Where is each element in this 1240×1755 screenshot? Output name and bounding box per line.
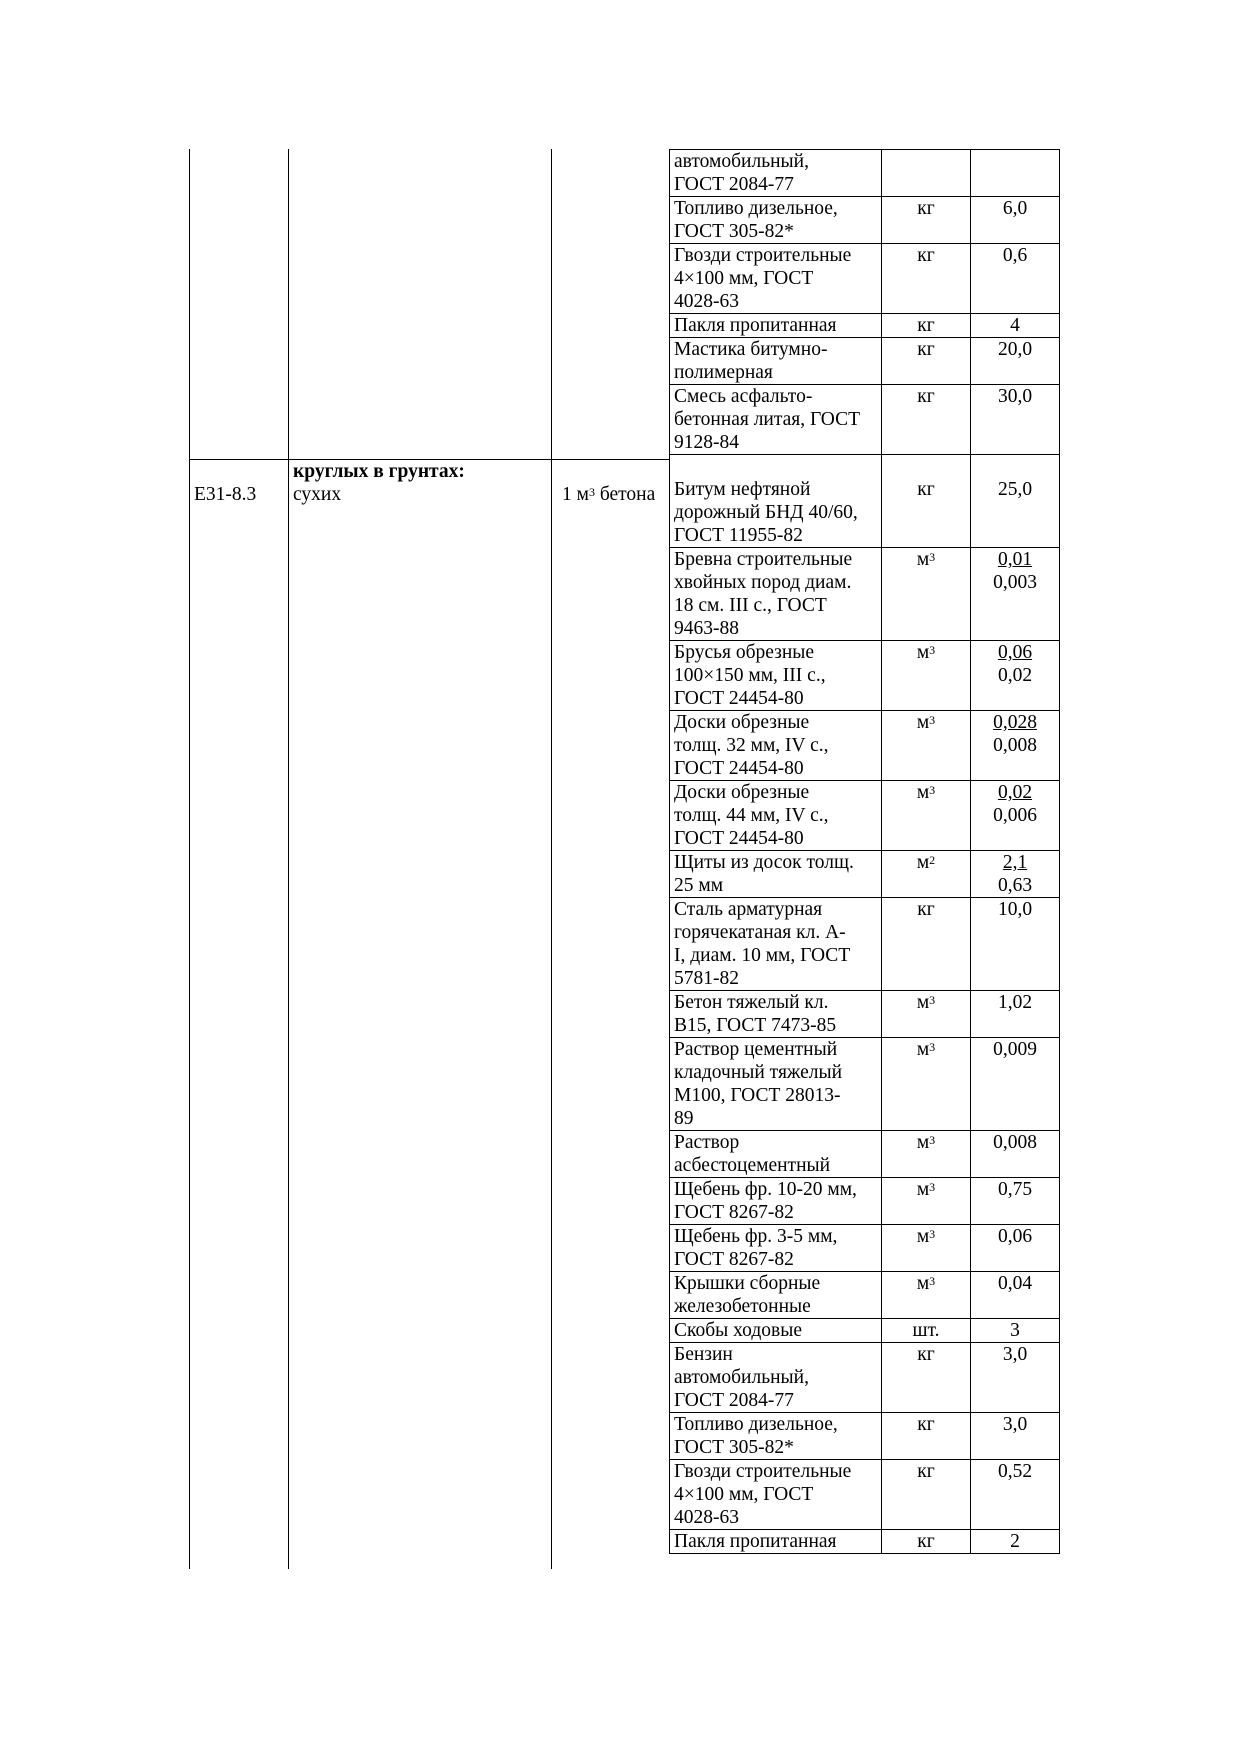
- item-code: Е31-8.3: [194, 484, 257, 505]
- material-name: [670, 385, 882, 455]
- material-name: [670, 1413, 882, 1460]
- material-quantity: [971, 898, 1060, 991]
- material-unit: [882, 1178, 971, 1225]
- quantity-value: 0,04: [997, 1273, 1033, 1294]
- unit-text: м: [916, 1226, 930, 1247]
- material-unit: [882, 1038, 971, 1131]
- material-unit: [882, 851, 971, 898]
- unit-text: кг: [917, 1414, 935, 1435]
- material-name-line: 25 мм: [674, 875, 724, 896]
- material-name-line: 100×150 мм, III с.,: [674, 665, 826, 686]
- material-quantity: [971, 1225, 1060, 1272]
- material-unit: [882, 781, 971, 851]
- material-name-line: автомобильный,: [674, 1367, 809, 1388]
- quantity-value: 0,009: [993, 1039, 1037, 1060]
- material-quantity: [971, 1131, 1060, 1178]
- material-name: [670, 851, 882, 898]
- material-row: [670, 1343, 1060, 1413]
- unit-text: шт.: [912, 1320, 940, 1341]
- material-row: [670, 781, 1060, 851]
- material-quantity: [971, 338, 1060, 385]
- material-row: [670, 455, 1060, 548]
- material-unit: [882, 1319, 971, 1343]
- material-quantity: [971, 1343, 1060, 1413]
- material-quantity: [971, 244, 1060, 314]
- material-row: [670, 851, 1060, 898]
- material-unit: [882, 338, 971, 385]
- quantity-value: 4: [1010, 315, 1020, 336]
- unit-text: кг: [917, 315, 935, 336]
- material-name-line: 4028-63: [674, 291, 739, 312]
- material-name-line: полимерная: [674, 362, 773, 383]
- unit-superscript: 3: [929, 1133, 936, 1147]
- unit-text: кг: [917, 1461, 935, 1482]
- material-name-line: М100, ГОСТ 28013-: [674, 1085, 841, 1106]
- material-row: [670, 898, 1060, 991]
- material-row: [670, 1530, 1060, 1554]
- quantity-value: 10,0: [997, 899, 1033, 920]
- quantity-value: 1,02: [997, 992, 1033, 1013]
- material-unit: [882, 711, 971, 781]
- quantity-value: 3,0: [1002, 1414, 1028, 1435]
- material-name-line: Топливо дизельное,: [674, 198, 838, 219]
- material-name-line: толщ. 44 мм, IV с.,: [674, 805, 829, 826]
- quantity-value: 0,02: [997, 782, 1033, 803]
- material-unit: [882, 1413, 971, 1460]
- unit-text: кг: [917, 245, 935, 266]
- quantity-value: 2: [1010, 1531, 1020, 1552]
- material-name-line: ГОСТ 305-82*: [674, 221, 794, 242]
- unit-text: кг: [917, 899, 935, 920]
- quantity-secondary-value: 0,63: [997, 875, 1033, 896]
- quantity-value: 25,0: [997, 479, 1033, 500]
- unit-text: м: [916, 1039, 930, 1060]
- material-unit: [882, 1131, 971, 1178]
- material-unit: [882, 641, 971, 711]
- material-name: [670, 150, 882, 197]
- material-name-line: асбестоцементный: [674, 1155, 831, 1176]
- material-row: [670, 1225, 1060, 1272]
- material-row: [670, 338, 1060, 385]
- unit-text: кг: [917, 479, 935, 500]
- material-name-line: толщ. 32 мм, IV с.,: [674, 735, 829, 756]
- material-name-line: 9128-84: [674, 432, 739, 453]
- material-name: [670, 338, 882, 385]
- material-name-line: 5781-82: [674, 968, 739, 989]
- material-name-line: 18 см. III с., ГОСТ: [674, 595, 827, 616]
- material-name-line: Щебень фр. 3-5 мм,: [674, 1226, 838, 1247]
- material-name-line: I, диам. 10 мм, ГОСТ: [674, 945, 851, 966]
- material-name: [670, 641, 882, 711]
- col-line-2: [288, 149, 289, 1569]
- material-name-line: хвойных пород диам.: [674, 572, 852, 593]
- unit-text: м: [916, 642, 930, 663]
- material-name-line: 9463-88: [674, 618, 739, 639]
- material-name-line: ГОСТ 8267-82: [674, 1249, 794, 1270]
- material-unit: [882, 244, 971, 314]
- quantity-value: 0,008: [993, 1132, 1037, 1153]
- material-name: [670, 898, 882, 991]
- item-unit: 1 $м^3$ бетона: [562, 484, 656, 505]
- material-name-line: ГОСТ 24454-80: [674, 688, 804, 709]
- material-name-line: 89: [674, 1108, 694, 1129]
- material-name-line: автомобильный,: [674, 151, 809, 172]
- material-name: [670, 1038, 882, 1131]
- material-unit: [882, 1225, 971, 1272]
- material-name-line: Раствор: [674, 1132, 740, 1153]
- material-name-line: Щиты из досок толщ.: [674, 852, 854, 873]
- quantity-value: 0,6: [1002, 245, 1028, 266]
- unit-superscript: 3: [929, 550, 936, 564]
- material-unit: [882, 385, 971, 455]
- quantity-value: 0,028: [993, 712, 1037, 733]
- material-quantity: [971, 314, 1060, 338]
- quantity-value: 30,0: [997, 386, 1033, 407]
- material-name: [670, 1131, 882, 1178]
- material-unit: [882, 197, 971, 244]
- material-name-line: Гвозди строительные: [674, 1461, 852, 1482]
- material-quantity: [971, 1272, 1060, 1319]
- material-name-line: железобетонные: [674, 1296, 811, 1317]
- material-row: [670, 197, 1060, 244]
- material-quantity: [971, 711, 1060, 781]
- material-unit: [882, 1460, 971, 1530]
- unit-superscript: 3: [929, 783, 936, 797]
- material-quantity: [971, 385, 1060, 455]
- unit-text: м: [916, 992, 930, 1013]
- material-quantity: [971, 1038, 1060, 1131]
- quantity-value: 0,75: [997, 1179, 1033, 1200]
- material-name: [670, 197, 882, 244]
- unit-text: кг: [917, 1344, 935, 1365]
- material-name: [670, 1343, 882, 1413]
- material-unit: [882, 150, 971, 197]
- material-quantity: [971, 455, 1060, 548]
- material-row: [670, 1038, 1060, 1131]
- material-name-line: Сталь арматурная: [674, 899, 823, 920]
- quantity-value: 3: [1010, 1320, 1020, 1341]
- material-name-line: горячекатаная кл. А-: [674, 922, 846, 943]
- material-row: [670, 1178, 1060, 1225]
- material-name-line: Раствор цементный: [674, 1039, 838, 1060]
- material-name-line: Гвозди строительные: [674, 245, 852, 266]
- material-name: [670, 1530, 882, 1554]
- material-name: [670, 711, 882, 781]
- unit-superscript: 3: [929, 713, 936, 727]
- material-name-line: Доски обрезные: [674, 712, 810, 733]
- material-name-line: кладочный тяжелый: [674, 1062, 843, 1083]
- material-name-line: Пакля пропитанная: [674, 1531, 837, 1552]
- material-quantity: [971, 1413, 1060, 1460]
- quantity-secondary-value: 0,003: [993, 572, 1037, 593]
- quantity-value: 0,06: [997, 642, 1033, 663]
- material-quantity: [971, 781, 1060, 851]
- material-row: [670, 641, 1060, 711]
- material-unit: [882, 1343, 971, 1413]
- material-name-line: 4028-63: [674, 1507, 739, 1528]
- material-name: [670, 1225, 882, 1272]
- material-name-line: Битум нефтяной: [674, 479, 811, 500]
- material-name-line: Скобы ходовые: [674, 1320, 802, 1341]
- material-quantity: [971, 1178, 1060, 1225]
- quantity-value: 0,01: [997, 549, 1033, 570]
- material-row: [670, 1131, 1060, 1178]
- item-title: круглых в грунтах:: [293, 461, 465, 482]
- material-name-line: 4×100 мм, ГОСТ: [674, 1484, 814, 1505]
- material-quantity: [971, 548, 1060, 641]
- material-row: [670, 1460, 1060, 1530]
- material-name: [670, 1272, 882, 1319]
- unit-text: кг: [917, 1531, 935, 1552]
- unit-superscript: 2: [929, 853, 936, 867]
- material-unit: [882, 314, 971, 338]
- material-row: [670, 244, 1060, 314]
- material-name-line: ГОСТ 2084-77: [674, 1390, 794, 1411]
- material-name: [670, 1319, 882, 1343]
- quantity-value: 6,0: [1002, 198, 1028, 219]
- material-name-line: Бетон тяжелый кл.: [674, 992, 829, 1013]
- unit-superscript: 3: [929, 1227, 936, 1241]
- material-quantity: [971, 150, 1060, 197]
- material-name-line: ГОСТ 24454-80: [674, 758, 804, 779]
- quantity-value: 0,06: [997, 1226, 1033, 1247]
- material-name: [670, 1178, 882, 1225]
- material-name-line: 4×100 мм, ГОСТ: [674, 268, 814, 289]
- quantity-secondary-value: 0,02: [997, 665, 1033, 686]
- unit-superscript: 3: [929, 1180, 936, 1194]
- material-row: [670, 1413, 1060, 1460]
- material-quantity: [971, 851, 1060, 898]
- unit-superscript: 3: [929, 993, 936, 1007]
- col-line-1: [189, 149, 190, 1569]
- material-unit: [882, 991, 971, 1038]
- quantity-value: 0,52: [997, 1461, 1033, 1482]
- materials-table: [669, 149, 1060, 1554]
- material-name-line: Бревна строительные: [674, 549, 853, 570]
- quantity-secondary-value: 0,006: [993, 805, 1037, 826]
- material-name-line: ГОСТ 24454-80: [674, 828, 804, 849]
- material-name: [670, 314, 882, 338]
- material-quantity: [971, 1530, 1060, 1554]
- quantity-secondary-value: 0,008: [993, 735, 1037, 756]
- material-name-line: бетонная литая, ГОСТ: [674, 409, 861, 430]
- unit-text: м: [916, 549, 930, 570]
- unit-text: кг: [917, 198, 935, 219]
- material-name: [670, 455, 882, 548]
- material-unit: [882, 548, 971, 641]
- material-name-line: Смесь асфальто-: [674, 386, 813, 407]
- quantity-value: 2,1: [1002, 852, 1028, 873]
- material-quantity: [971, 991, 1060, 1038]
- material-unit: [882, 898, 971, 991]
- material-quantity: [971, 1319, 1060, 1343]
- unit-text: м: [916, 1273, 930, 1294]
- material-row: [670, 385, 1060, 455]
- material-name-line: Брусья обрезные: [674, 642, 815, 663]
- material-row: [670, 548, 1060, 641]
- material-quantity: [971, 1460, 1060, 1530]
- material-quantity: [971, 641, 1060, 711]
- material-name-line: ГОСТ 305-82*: [674, 1437, 794, 1458]
- unit-text: м: [916, 712, 930, 733]
- material-name-line: В15, ГОСТ 7473-85: [674, 1015, 837, 1036]
- material-name-line: Бензин: [674, 1344, 733, 1365]
- unit-text: кг: [917, 386, 935, 407]
- unit-superscript: 3: [929, 1040, 936, 1054]
- material-row: [670, 1319, 1060, 1343]
- material-row: [670, 711, 1060, 781]
- material-unit: [882, 1530, 971, 1554]
- material-unit: [882, 455, 971, 548]
- material-name: [670, 548, 882, 641]
- unit-text: м: [916, 782, 930, 803]
- quantity-value: 3,0: [1002, 1344, 1028, 1365]
- material-row: [670, 150, 1060, 197]
- material-row: [670, 314, 1060, 338]
- unit-text: м: [916, 1179, 930, 1200]
- material-name: [670, 781, 882, 851]
- material-unit: [882, 1272, 971, 1319]
- material-name-line: Щебень фр. 10-20 мм,: [674, 1179, 857, 1200]
- material-name: [670, 1460, 882, 1530]
- material-name-line: ГОСТ 11955-82: [674, 525, 803, 546]
- quantity-value: 20,0: [997, 339, 1033, 360]
- material-name-line: ГОСТ 8267-82: [674, 1202, 794, 1223]
- material-name-line: Пакля пропитанная: [674, 315, 837, 336]
- material-name-line: Мастика битумно-: [674, 339, 828, 360]
- material-name-line: Доски обрезные: [674, 782, 810, 803]
- unit-text: м: [916, 852, 930, 873]
- unit-superscript: 3: [929, 643, 936, 657]
- material-name-line: Топливо дизельное,: [674, 1414, 838, 1435]
- material-row: [670, 991, 1060, 1038]
- unit-text: кг: [917, 339, 935, 360]
- material-name-line: Крышки сборные: [674, 1273, 821, 1294]
- material-name-line: ГОСТ 2084-77: [674, 174, 794, 195]
- material-row: [670, 1272, 1060, 1319]
- item-subtitle: сухих: [293, 484, 342, 505]
- col-line-3: [551, 149, 552, 1569]
- material-name-line: дорожный БНД 40/60,: [674, 502, 858, 523]
- material-name: [670, 244, 882, 314]
- unit-text: м: [916, 1132, 930, 1153]
- unit-superscript: 3: [929, 1274, 936, 1288]
- material-name: [670, 991, 882, 1038]
- material-quantity: [971, 197, 1060, 244]
